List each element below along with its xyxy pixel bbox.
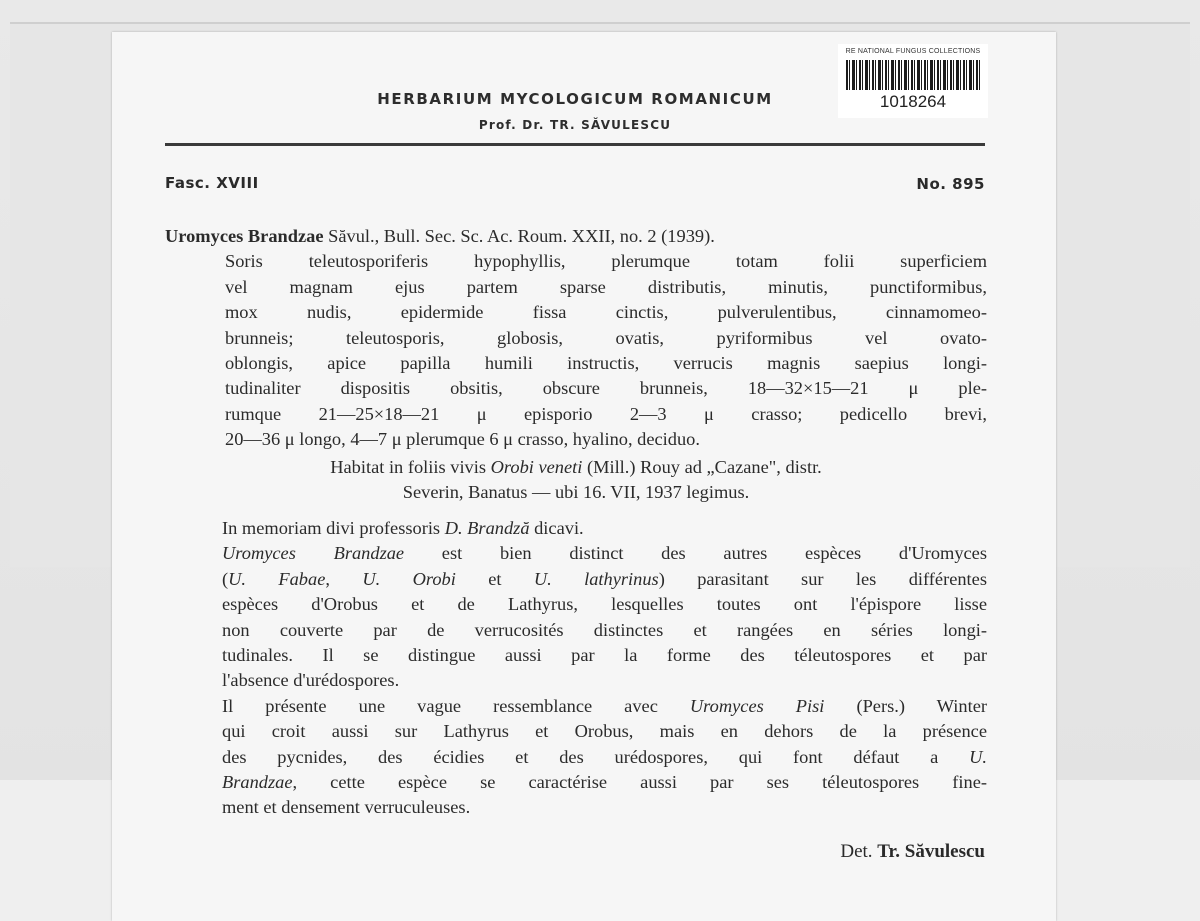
species-ref: Uromyces Brandzae	[222, 543, 405, 564]
description-line: rumque 21—25×18—21 μ episporio 2—3 μ crasso; pedicello brevi,	[225, 403, 987, 424]
specimen-number: No. 895	[916, 175, 985, 193]
species-ref: U. Orobi	[362, 568, 456, 589]
description-line: Soris teleutosporiferis hypophyllis, plerumque totam folii superficiem	[225, 251, 987, 272]
description-line: mox nudis, epidermide fissa cinctis, pulverulentibus, cinnamomeo-	[225, 302, 987, 323]
habitat-text	[165, 455, 987, 506]
species-ref: U. lathyrinus	[533, 568, 659, 589]
habitat-text-a: Habitat in foliis vivis	[330, 457, 491, 477]
host-name: Orobi veneti	[490, 457, 583, 477]
barcode-icon	[846, 60, 980, 90]
remark-line: l'absence d'urédospores.	[222, 670, 400, 691]
description-line: oblongis, apice papilla humili instructis, verrucis magnis saepius longi-	[225, 353, 987, 374]
species-ref: Uromyces Pisi	[689, 695, 825, 716]
species-name: Uromyces Brandzae	[165, 226, 324, 246]
description-line: tudinaliter dispositis obsitis, obscure brunneis, 18—32×15—21 μ ple-	[225, 378, 987, 399]
remark-line	[222, 770, 987, 795]
remark-line	[222, 567, 987, 592]
determiner-name: Tr. Săvulescu	[877, 841, 985, 862]
remark-text: est bien distinct des autres espèces d'Uromyces	[404, 543, 988, 564]
header-rule	[165, 143, 985, 146]
fascicle-number: Fasc. XVIII	[165, 174, 259, 192]
dedication-b: dicavi.	[529, 518, 584, 538]
dedicatee-name: D. Brandză	[444, 518, 530, 538]
species-ref: Brandzae	[222, 772, 293, 793]
remark-text: et	[455, 568, 534, 589]
remark-line: non couverte par de verrucosités distinctes et rangées en séries longi-	[222, 619, 987, 640]
remarks	[222, 516, 987, 821]
remark-text: , cette espèce se caractérise aussi par ses téleutospores fine-	[292, 772, 987, 793]
remark-text: (Pers.) Winter	[824, 695, 987, 716]
dedication-a: In memoriam divi professoris	[222, 518, 445, 538]
description-line: 20—36 μ longo, 4—7 μ plerumque 6 μ crasso, hyalino, deciduo.	[225, 429, 700, 450]
remark-line: qui croit aussi sur Lathyrus et Orobus, mais en dehors de la présence	[222, 721, 987, 742]
remark-line: tudinales. Il se distingue aussi par la forme des téleutospores et par	[222, 645, 987, 666]
remark-text: ,	[325, 568, 363, 589]
remark-line: espèces d'Orobus et de Lathyrus, lesquelles toutes ont l'épispore lisse	[222, 594, 987, 615]
citation: Săvul., Bull. Sec. Sc. Ac. Roum. XXII, no. 2 (1939).	[323, 226, 715, 246]
description-line: vel magnam ejus partem sparse distributis, minutis, punctiformibus,	[225, 276, 987, 297]
description-heading	[165, 224, 987, 249]
habitat-line-2: Severin, Banatus — ubi 16. VII, 1937 legimus.	[402, 482, 750, 503]
remark-text: (	[222, 568, 229, 589]
remark-text: Il présente une vague ressemblance avec	[222, 695, 690, 716]
species-description	[165, 224, 987, 453]
remark-text: ) parasitant sur les différentes	[658, 568, 987, 589]
herbarium-subtitle: Prof. Dr. TR. SĂVULESCU	[478, 118, 672, 132]
habitat-text-b: (Mill.) Rouy ad „Cazane", distr.	[582, 457, 822, 477]
remark-line	[222, 694, 987, 719]
dedication-line	[222, 516, 987, 541]
determiner-prefix: Det.	[840, 841, 878, 862]
barcode-caption: RE NATIONAL FUNGUS COLLECTIONS	[845, 48, 981, 55]
species-ref: U.	[969, 746, 987, 767]
species-ref: U. Fabae	[228, 568, 326, 589]
remark-line: ment et densement verruculeuses.	[222, 797, 471, 818]
barcode-label	[838, 44, 988, 118]
herbarium-title: HERBARIUM MYCOLOGICUM ROMANICUM	[377, 90, 773, 108]
remark-text: des pycnides, des écidies et des urédospores, qui font défaut a	[222, 746, 970, 767]
barcode-number: 1018264	[879, 92, 947, 111]
description-line: brunneis; teleutosporis, globosis, ovatis, pyriformibus vel ovato-	[225, 327, 987, 348]
habitat-line-1	[165, 455, 987, 480]
remark-line	[222, 541, 987, 566]
remark-line	[222, 745, 987, 770]
determiner	[700, 841, 985, 863]
